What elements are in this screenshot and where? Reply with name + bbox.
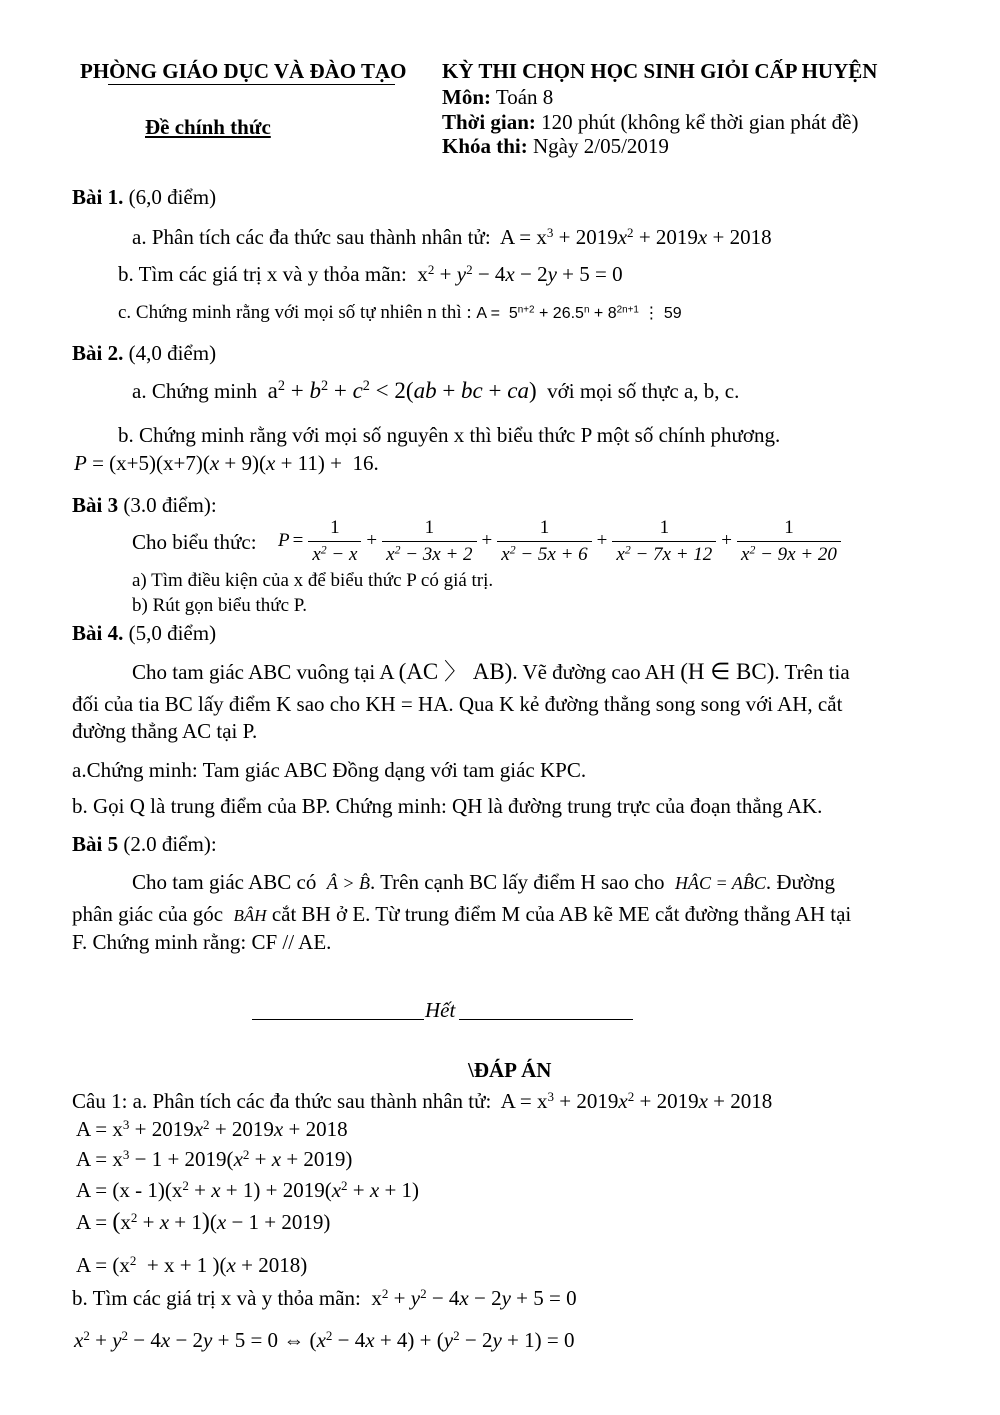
- angle-bah: BÂH: [233, 906, 267, 925]
- bai3-heading: [72, 493, 217, 517]
- bai1-c: [118, 302, 682, 324]
- bai1-b-formula: $x^2 + y^2 - 4x - 2y + 5 = 0$: [417, 261, 623, 286]
- answer-cau1-a-text: Câu 1: a. Phân tích các đa thức sau thành nhân tử:: [72, 1089, 492, 1113]
- answer-title: \ĐÁP ÁN: [468, 1058, 552, 1082]
- bai5-line1-b: . Trên cạnh BC lấy điểm H sao cho: [369, 870, 665, 894]
- bai4-points: (5,0 điểm): [128, 621, 217, 645]
- bai4-a: a.Chứng minh: Tam giác ABC Đồng dạng với tam giác KPC.: [72, 758, 587, 782]
- angle-hac-eq-abc: HÂC = AB̂C: [675, 873, 766, 893]
- bai5-points: (2.0 điểm):: [123, 832, 217, 856]
- solution-line-4: $A = (x^2 + x + 1)(x - 1 + 2019)$: [76, 1209, 331, 1235]
- bai3-expression: P = $\frac{1}{x^2 - x}$ + $\frac{1}{x^2 - 3x + 2}$ + $\frac{1}{x^2 - 5x + 6}$ + $\frac{1}{x^2 - 7x + 12}$ + $\frac{1}{x^2 - 9x + 20}$: [278, 515, 843, 567]
- fraction-4: $\frac{1}{x^2 - 7x + 12}$: [612, 517, 716, 566]
- fraction-1: $\frac{1}{x^2 - x}$: [308, 517, 361, 566]
- bai2-a: [132, 378, 739, 404]
- answer-cau1-a-formula: $A = x^3 + 2019x^2 + 2019x + 2018$: [500, 1088, 773, 1113]
- solution-line-6: $x^2 + y^2 - 4x - 2y + 5 = 0$ ⇔ $(x^2 - 4x + 4) + (y^2 - 2y + 1) = 0$: [74, 1327, 575, 1352]
- solution-line-5: $A = (x^2 + x + 1$ )(x + 2018): [76, 1252, 308, 1277]
- bai2-a-suffix: với mọi số thực a, b, c.: [547, 379, 740, 403]
- subject-line: [442, 85, 553, 109]
- bai1-b: [118, 262, 623, 286]
- bai3-a: a) Tìm điều kiện của x để biểu thức P có giá trị.: [132, 570, 494, 591]
- exam-label: Khóa thi:: [442, 134, 528, 158]
- answer-cau1-b-text: b. Tìm các giá trị x và y thỏa mãn:: [72, 1286, 361, 1310]
- bai5-line2: [72, 902, 851, 926]
- bai2-a-formula: $a^2 + b^2 + c^2 < 2(ab$ + bc + ca): [267, 378, 537, 403]
- subject-label: Môn:: [442, 85, 491, 109]
- fraction-5: $\frac{1}{x^2 - 9x + 20}$: [737, 517, 841, 566]
- end-text: Hết: [425, 998, 456, 1022]
- bai4-line2: đối của tia BC lấy điểm K sao cho KH = HA. Qua K kẻ đường thẳng song song với AH, cắt: [72, 692, 843, 716]
- exam-date-line: [442, 134, 669, 158]
- bai5-title: Bài 5: [72, 832, 119, 856]
- official-label: Đề chính thức: [145, 115, 271, 139]
- bai4-line1-a: Cho tam giác ABC vuông tại A: [132, 660, 394, 684]
- bai1-title: Bài 1.: [72, 185, 124, 209]
- bai4-cond-1: (AC 〉 AB): [398, 659, 513, 684]
- bai1-a-formula: $A = x^3 + 2019x^2 + 2019x + 2018$: [500, 224, 772, 249]
- fraction-2: $\frac{1}{x^2 - 3x + 2}$: [382, 517, 476, 566]
- bai5-line2-a: phân giác của góc: [72, 902, 224, 926]
- bai5-line1-a: Cho tam giác ABC có: [132, 870, 317, 894]
- bai1-c-formula: $A = 5^{n+2} + 26.5^n + 8^{2n+1}$ ⋮ 59: [476, 304, 682, 322]
- solution-line-1: $A = x^3 + 2019x^2 + 2019x + 2018$: [76, 1116, 348, 1141]
- time-line: [442, 110, 858, 134]
- end-rule-left: [252, 1019, 424, 1020]
- bai5-line2-b: cắt BH ở E. Từ trung điểm M của AB kẽ ME cắt đường thẳng AH tại: [271, 902, 852, 926]
- exam-title: KỲ THI CHỌN HỌC SINH GIỎI CẤP HUYỆN: [442, 59, 878, 83]
- bai5-heading: [72, 832, 217, 856]
- subject-value: Toán 8: [495, 85, 554, 109]
- bai4-heading: [72, 621, 216, 645]
- department-underline: [108, 84, 395, 85]
- bai1-b-text: b. Tìm các giá trị x và y thỏa mãn:: [118, 262, 407, 286]
- bai5-line1: [132, 870, 835, 894]
- answer-cau1-b: [72, 1286, 577, 1310]
- bai2-b-text: b. Chứng minh rằng với mọi số nguyên x thì biểu thức P một số chính phương.: [118, 423, 781, 447]
- bai2-a-text: a. Chứng minh: [132, 379, 258, 403]
- solution-line-2: $A = x^3 - 1 + 2019(x^2 + x + 2019)$: [76, 1146, 353, 1171]
- angle-a-gt-b: Â > B̂: [326, 873, 370, 893]
- time-label: Thời gian:: [442, 110, 536, 134]
- bai4-b: b. Gọi Q là trung điểm của BP. Chứng minh: QH là đường trung trực của đoạn thẳng AK.: [72, 794, 823, 818]
- end-rule-right: [459, 1019, 633, 1020]
- bai2-b-formula: P = (x+5)(x+7)(x + 9)(x + 11) + 16.: [74, 451, 379, 475]
- answer-cau1-b-formula: $x^2 + y^2 - 4x - 2y + 5 = 0$: [371, 1285, 577, 1310]
- bai4-title: Bài 4.: [72, 621, 124, 645]
- bai4-cond-2: (H ∈ BC): [680, 659, 775, 684]
- bai3-intro: Cho biểu thức:: [132, 530, 257, 554]
- bai3-points: (3.0 điểm):: [123, 493, 217, 517]
- bai4-line1: [132, 659, 850, 685]
- bai4-line1-c: . Trên tia: [774, 660, 850, 684]
- bai4-line3: đường thẳng AC tại P.: [72, 719, 258, 743]
- bai4-line1-b: . Vẽ đường cao AH: [512, 660, 675, 684]
- bai2-heading: [72, 341, 216, 365]
- time-value: 120 phút (không kể thời gian phát đề): [541, 110, 859, 134]
- bai2-points: (4,0 điểm): [128, 341, 217, 365]
- department-title: PHÒNG GIÁO DỤC VÀ ĐÀO TẠO: [80, 59, 407, 83]
- bai5-line3: F. Chứng minh rằng: CF // AE.: [72, 930, 332, 954]
- answer-cau1-a: [72, 1089, 772, 1113]
- bai1-a: [132, 225, 772, 249]
- bai3-title: Bài 3: [72, 493, 119, 517]
- divisible-59: ⋮ 59: [643, 305, 682, 322]
- solution-line-3: $A = (x - 1)(x^2 + x + 1) + 2019(x^2 + x + 1)$: [76, 1177, 420, 1202]
- bai3-b: b) Rút gọn biểu thức P.: [132, 595, 307, 616]
- bai1-c-text: c. Chứng minh rằng với mọi số tự nhiên n thì :: [118, 302, 472, 323]
- exam-value: Ngày 2/05/2019: [533, 134, 669, 158]
- fraction-3: $\frac{1}{x^2 - 5x + 6}$: [497, 517, 591, 566]
- bai1-a-text: a. Phân tích các đa thức sau thành nhân tử:: [132, 225, 491, 249]
- bai2-title: Bài 2.: [72, 341, 124, 365]
- bai5-line1-c: . Đường: [765, 870, 836, 894]
- bai1-heading: [72, 185, 216, 209]
- bai1-points: (6,0 điểm): [128, 185, 217, 209]
